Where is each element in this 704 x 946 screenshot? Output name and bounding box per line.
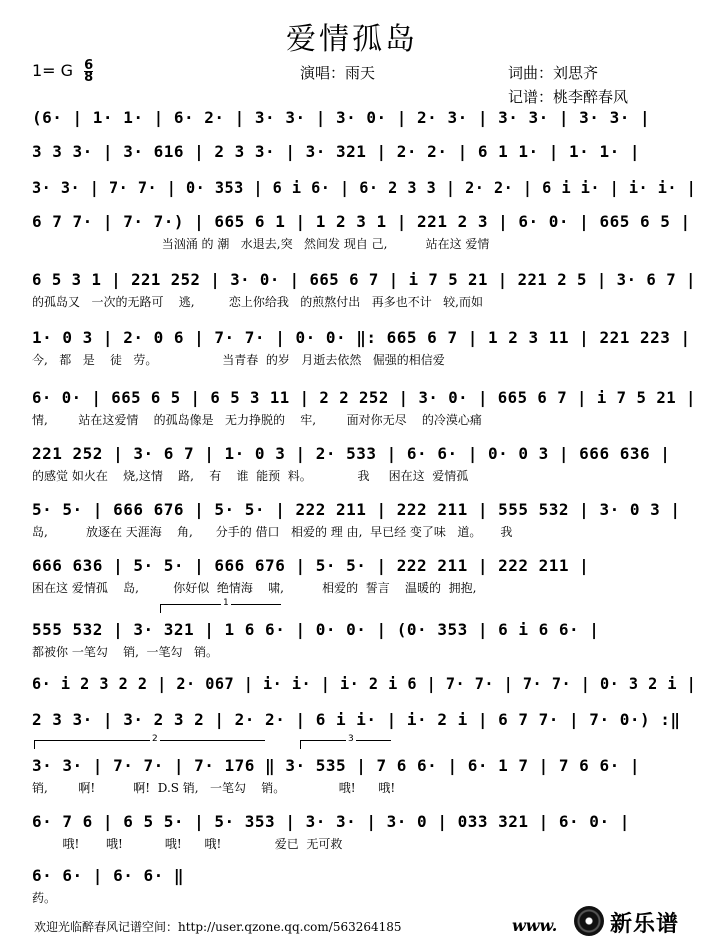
notation-line: 3 3 3· | 3· 616 | 2 3 3· | 3· 321 | 2· 2· | 6 1 1· | 1· 1· | xyxy=(32,142,640,161)
volta-number: 1 xyxy=(223,598,229,608)
lyric-line: 的感觉 如火在 烧,这情 路, 有 谁 能预 料。 我 困在这 爱情孤 xyxy=(32,469,469,483)
volta-bracket xyxy=(34,734,265,749)
notation-line: 6 7 7· | 7· 7·) | 665 6 1 | 1 2 3 1 | 221 2 3 | 6· 0· | 665 6 5 | xyxy=(32,212,691,231)
score-row xyxy=(0,812,704,852)
volta-bracket xyxy=(160,598,281,613)
volta-number: 2 xyxy=(152,734,158,744)
footer-text: 欢迎光临醉春风记谱空间：http://user.qzone.qq.com/563264185 xyxy=(34,920,402,934)
notation-line: 1· 0 3 | 2· 0 6 | 7· 7· | 0· 0· ‖: 665 6 7 | 1 2 3 11 | 221 223 | xyxy=(32,328,691,347)
lyric-line: 情, 站在这爱情 的孤岛像是 无力挣脱的 牢, 面对你无尽 的冷漠心痛 xyxy=(32,413,482,427)
time-signature-bottom: 8 xyxy=(84,70,94,85)
score-row xyxy=(0,270,704,310)
score-row xyxy=(0,444,704,484)
notation-line: 555 532 | 3· 321 | 1 6 6· | 0· 0· | (0· 353 | 6 i 6 6· | xyxy=(32,620,600,639)
lyric-line: 销, 啊! 啊! D.S 销, 一笔勾 销。 哦! 哦! xyxy=(32,781,396,795)
lyric-line: 当汹涌 的 潮 水退去,突 然间发 现自 己, 站在这 爱情 xyxy=(32,237,490,251)
site-logo xyxy=(572,900,700,942)
lyric-line: 药。 xyxy=(32,891,57,905)
lyric-line: 的孤岛又 一次的无路可 逃, 恋上你给我 的煎熬付出 再多也不计 较,而如 xyxy=(32,295,483,309)
lyric-line: 困在这 爱情孤 岛, 你好似 绝情海 啸, 相爱的 誓言 温暖的 拥抱, xyxy=(32,581,477,595)
score-row xyxy=(0,142,704,182)
notation-line: 5· 5· | 666 676 | 5· 5· | 222 211 | 222 211 | 555 532 | 3· 0 3 | xyxy=(32,500,681,519)
score-row xyxy=(0,212,704,252)
volta-bracket xyxy=(300,734,391,749)
score-row xyxy=(0,756,704,796)
notation-line: 3· 3· | 7· 7· | 7· 176 ‖ 3· 535 | 7 6 6· | 6· 1 7 | 7 6 6· | xyxy=(32,756,640,775)
logo-text: 新乐谱 xyxy=(610,912,680,937)
notation-line: (6· | 1· 1· | 6· 2· | 3· 3· | 3· 0· | 2· 3· | 3· 3· | 3· 3· | xyxy=(32,108,651,127)
score-row xyxy=(0,328,704,368)
score-row xyxy=(0,674,704,714)
lyric-line: 都被你 一笔勾 销, 一笔勾 销。 xyxy=(32,645,218,659)
score-row xyxy=(0,556,704,596)
footer-site: www. xyxy=(512,916,558,935)
score-row xyxy=(0,500,704,540)
notation-line: 3· 3· | 7· 7· | 0· 353 | 6 i 6· | 6· 2 3 3 | 2· 2· | 6 i i· | i· i· | xyxy=(32,178,697,197)
notation-line: 2 3 3· | 3· 2 3 2 | 2· 2· | 6 i i· | i· 2 i | 6 7 7· | 7· 0·) :‖ xyxy=(32,710,681,729)
singer-credit: 演唱：雨天 xyxy=(300,64,376,82)
key-label: 1= G xyxy=(32,61,74,80)
notation-line: 6· i 2 3 2 2 | 2· 067 | i· i· | i· 2 i 6 | 7· 7· | 7· 7· | 0· 3 2 i | xyxy=(32,674,697,693)
volta-number: 3 xyxy=(348,734,354,744)
notation-line: 221 252 | 3· 6 7 | 1· 0 3 | 2· 533 | 6· 6· | 0· 0 3 | 666 636 | xyxy=(32,444,671,463)
lyric-line: 今, 都 是 徒 劳。 当青春 的岁 月逝去依然 倔强的相信爱 xyxy=(32,353,445,367)
notation-line: 6· 0· | 665 6 5 | 6 5 3 11 | 2 2 252 | 3· 0· | 665 6 7 | i 7 5 21 | xyxy=(32,388,696,407)
music-disc-icon xyxy=(574,906,604,936)
score-row xyxy=(0,388,704,428)
lyric-line: 哦! 哦! 哦! 哦! 爱已 无可救 xyxy=(32,837,343,851)
score-row xyxy=(0,620,704,660)
transcriber-credit: 记谱：桃李醉春风 xyxy=(508,88,629,106)
notation-line: 6· 6· | 6· 6· ‖ xyxy=(32,866,184,885)
composer-credit: 词曲：刘思齐 xyxy=(508,64,599,82)
key-signature xyxy=(32,60,93,83)
song-title: 爱情孤岛 xyxy=(286,22,418,57)
time-signature-top: 6 xyxy=(84,58,94,73)
notation-line: 6· 7 6 | 6 5 5· | 5· 353 | 3· 3· | 3· 0 | 033 321 | 6· 0· | xyxy=(32,812,630,831)
notation-line: 666 636 | 5· 5· | 666 676 | 5· 5· | 222 211 | 222 211 | xyxy=(32,556,590,575)
notation-line: 6 5 3 1 | 221 252 | 3· 0· | 665 6 7 | i 7 5 21 | 221 2 5 | 3· 6 7 | xyxy=(32,270,696,289)
time-signature xyxy=(84,60,93,83)
lyric-line: 岛, 放逐在 天涯海 角, 分手的 借口 相爱的 理 由, 早已经 变了味 道。 我 xyxy=(32,525,513,539)
